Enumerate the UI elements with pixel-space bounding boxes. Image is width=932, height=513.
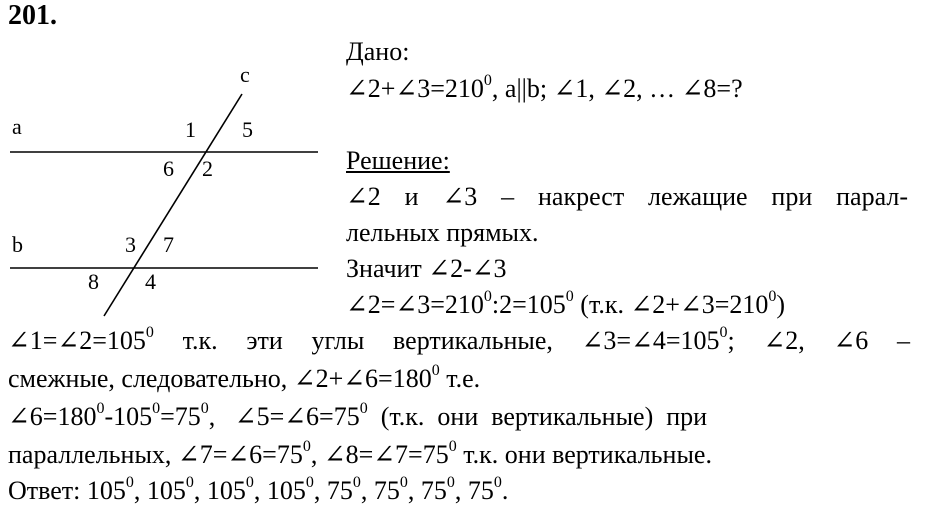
answer-value: 105 bbox=[146, 476, 186, 505]
label-angle-5: 5 bbox=[242, 117, 253, 142]
solution-line-5: $\angle 1=\angle 2=105^0$ т.к. эти углы вертикальные, $\angle 3=\angle 4=105^0$; ∠2, ∠6 – bbox=[8, 324, 910, 355]
solution-line-6: смежные, следовательно, $\angle 2+\angle 6=180^0$ т.е. bbox=[8, 362, 481, 393]
answer-value: 105 bbox=[86, 476, 126, 505]
label-angle-1: 1 bbox=[185, 117, 196, 142]
solution-line-7: $\angle 6=180^0-105^0=75^0$, $\angle 5=\angle 6=75^0$ (т.к. они вертикальные) при bbox=[8, 400, 708, 431]
geometry-figure bbox=[0, 52, 340, 322]
label-line-b: b bbox=[12, 232, 23, 257]
label-angle-7: 7 bbox=[163, 232, 174, 257]
answer-value: 75 bbox=[420, 476, 447, 505]
label-angle-6: 6 bbox=[163, 156, 174, 181]
label-line-c: c bbox=[240, 62, 250, 87]
answer-value: 75 bbox=[373, 476, 400, 505]
answer-label: Ответ: bbox=[8, 476, 87, 505]
given-condition: $\angle 2+\angle 3=210^0$, a||b; ∠1, ∠2, … ∠8=? bbox=[346, 72, 743, 103]
answer-value: 75 bbox=[326, 476, 353, 505]
problem-number: 201. bbox=[8, 0, 57, 31]
answer-value: 75 bbox=[467, 476, 494, 505]
solution-line-8: параллельных, $\angle 7=\angle 6=75^0$, $\angle 8=\angle 7=75^0$ т.к. они вертикальные. bbox=[8, 438, 712, 469]
solution-line-1: ∠2 и ∠3 – накрест лежащие при парал- bbox=[346, 182, 908, 211]
line-c bbox=[104, 94, 242, 316]
label-angle-8: 8 bbox=[88, 269, 99, 294]
answer-value: 105 bbox=[206, 476, 246, 505]
given-heading: Дано: bbox=[346, 37, 410, 66]
label-angle-3: 3 bbox=[125, 232, 136, 257]
solution-heading: Решение: bbox=[346, 146, 450, 175]
answer-value: 105 bbox=[266, 476, 306, 505]
label-angle-2: 2 bbox=[202, 156, 213, 181]
solution-line-3: Значит ∠2-∠3 bbox=[346, 254, 507, 283]
label-angle-4: 4 bbox=[145, 269, 156, 294]
solution-line-2: лельных прямых. bbox=[346, 218, 539, 247]
answer-values: $105^0$, $105^0$, $105^0$, $105^0$, $75^0$, $75^0$, $75^0$, $75^0$. bbox=[86, 474, 509, 505]
label-line-a: a bbox=[12, 114, 22, 139]
solution-line-4: $\angle 2=\angle 3=210^0:2=105^0$ (т.к. $\angle 2+\angle 3=210^0$) bbox=[346, 288, 786, 319]
answer-line bbox=[8, 476, 910, 506]
